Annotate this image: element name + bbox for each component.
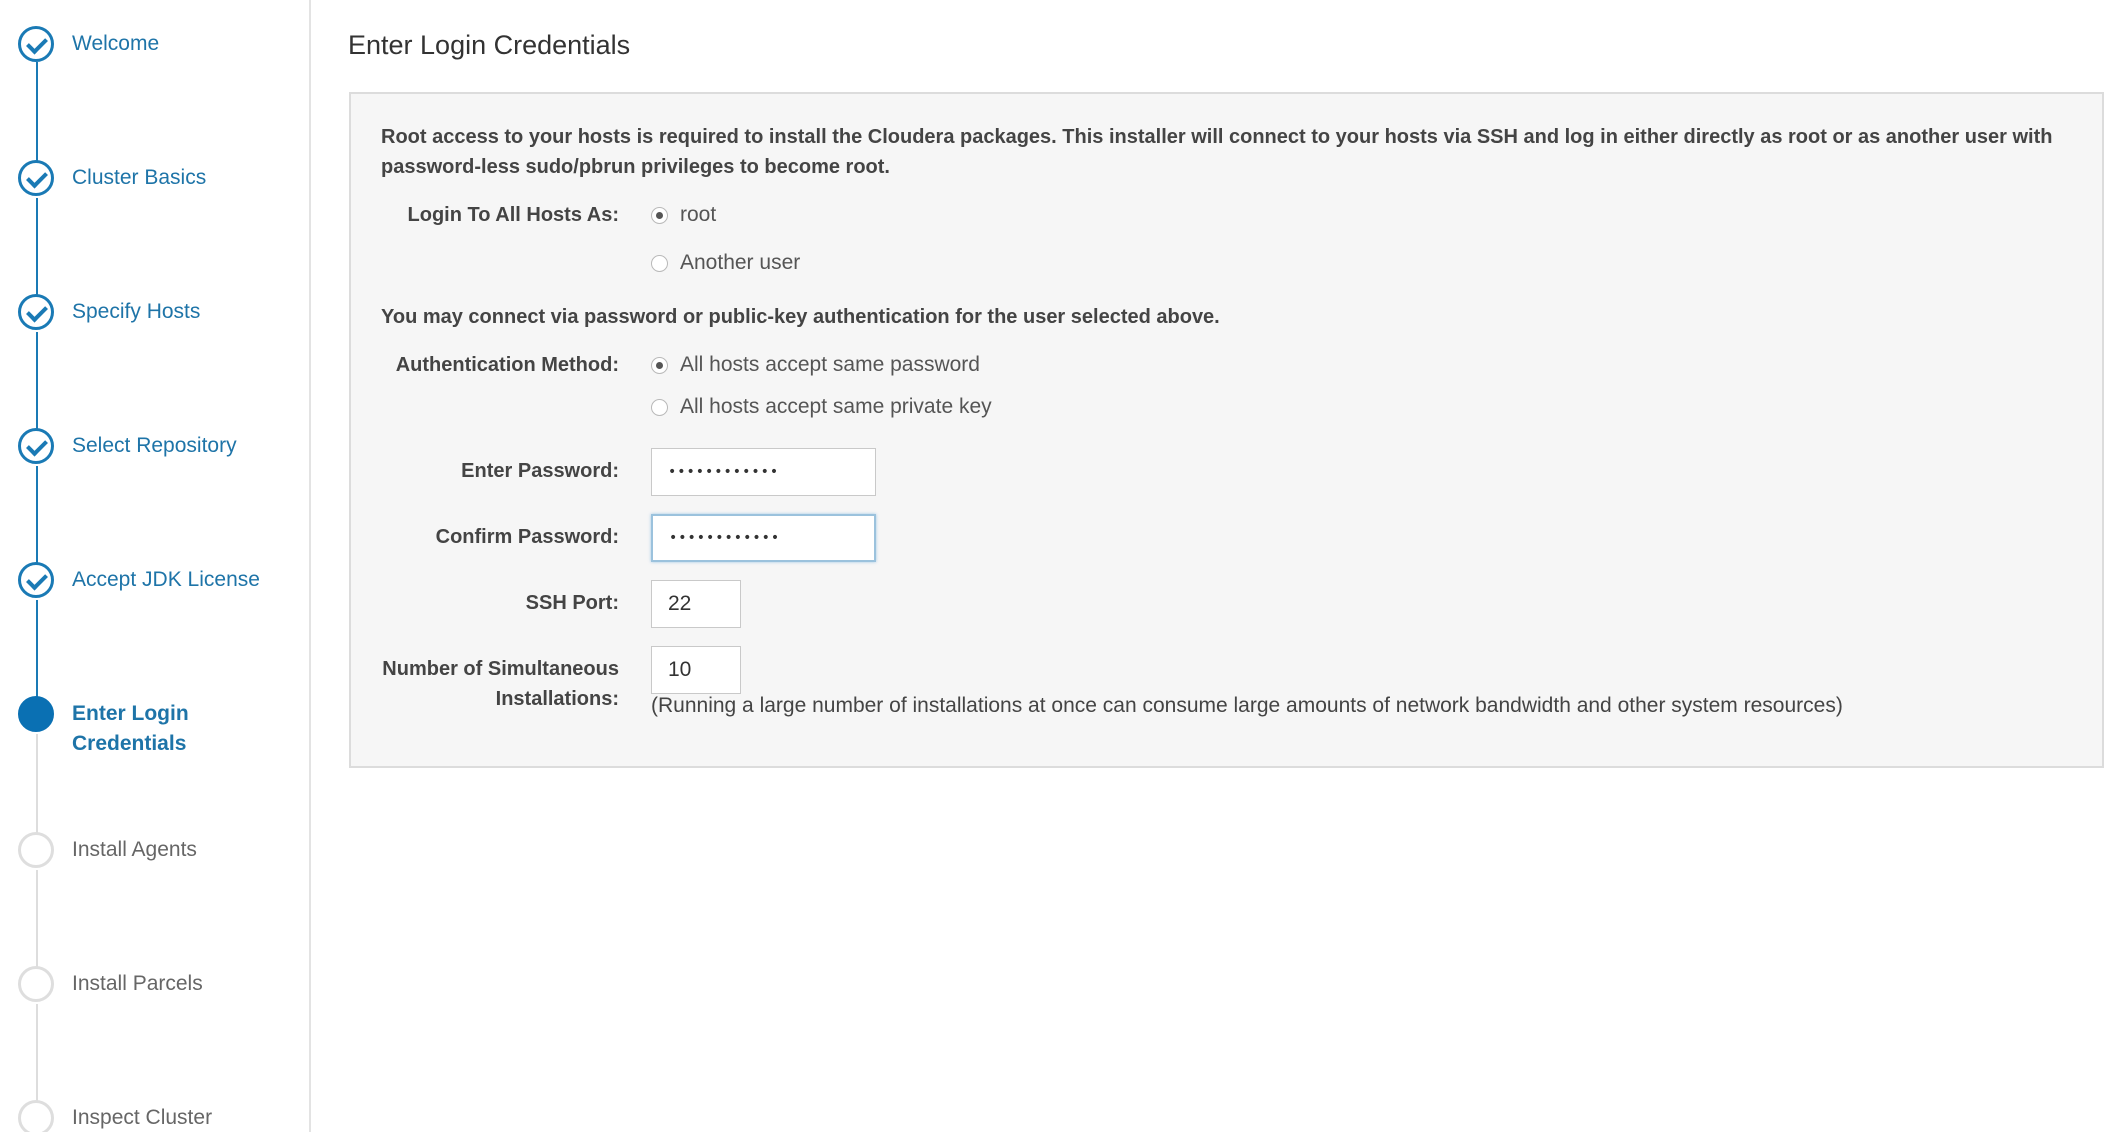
step-connector	[36, 1004, 38, 1104]
radio-label: root	[680, 203, 717, 226]
wizard-step-label: Install Agents	[72, 838, 197, 861]
step-connector	[36, 62, 38, 164]
check-circle-icon	[18, 160, 54, 196]
wizard-step-install-agents[interactable]	[18, 832, 308, 872]
wizard-step-label: Install Parcels	[72, 972, 203, 995]
wizard-sidebar	[0, 0, 311, 1132]
check-circle-icon	[18, 562, 54, 598]
radio-selected-icon	[651, 207, 668, 224]
radio-selected-icon	[651, 357, 668, 374]
wizard-step-label: Select Repository	[72, 434, 237, 457]
pending-step-icon	[18, 1100, 54, 1132]
step-connector	[36, 332, 38, 432]
credentials-panel	[349, 92, 2104, 768]
wizard-step-cluster-basics[interactable]	[18, 160, 308, 200]
simultaneous-label-line1: Number of Simultaneous	[382, 658, 619, 680]
radio-unselected-icon	[651, 399, 668, 416]
wizard-step-specify-hosts[interactable]	[18, 294, 308, 334]
radio-label: Another user	[680, 251, 801, 274]
radio-label: All hosts accept same password	[680, 353, 980, 376]
wizard-step-label: Welcome	[72, 32, 160, 55]
enter-password-label: Enter Password:	[461, 460, 619, 482]
login-root-radio[interactable]	[651, 200, 716, 230]
wizard-step-select-repository[interactable]	[18, 428, 308, 468]
auth-same-password-radio[interactable]	[651, 350, 980, 380]
login-another-user-radio[interactable]	[651, 248, 800, 278]
login-as-label: Login To All Hosts As:	[407, 204, 619, 226]
enter-password-input[interactable]	[651, 448, 876, 496]
wizard-step-label: Accept JDK License	[72, 568, 260, 591]
ssh-port-input[interactable]	[651, 580, 741, 628]
check-circle-icon	[18, 26, 54, 62]
step-connector	[36, 466, 38, 566]
auth-note: You may connect via password or public-key authentication for the user selected above.	[381, 306, 1220, 328]
step-connector	[36, 870, 38, 970]
simultaneous-help-text: (Running a large number of installations at once can consume large amounts of network bandwidth and other system resources)	[651, 694, 1843, 717]
pending-step-icon	[18, 966, 54, 1002]
confirm-password-input[interactable]	[651, 514, 876, 562]
wizard-step-install-parcels[interactable]	[18, 966, 308, 1006]
check-circle-icon	[18, 428, 54, 464]
pending-step-icon	[18, 832, 54, 868]
step-connector	[36, 600, 38, 700]
auth-method-label: Authentication Method:	[395, 354, 619, 376]
wizard-step-label: Specify Hosts	[72, 300, 201, 323]
simultaneous-label-line2: Installations:	[495, 688, 619, 710]
simultaneous-installations-input[interactable]	[651, 646, 741, 694]
auth-same-private-key-radio[interactable]	[651, 392, 992, 422]
intro-text: Root access to your hosts is required to install the Cloudera packages. This installer will connect to your hosts via SSH and log in either directly as root or as another user with password-less sudo/pbrun privileges to become root.	[381, 126, 2053, 178]
wizard-step-label: Inspect Cluster	[72, 1106, 213, 1129]
current-step-icon	[18, 696, 54, 732]
radio-label: All hosts accept same private key	[680, 395, 992, 418]
wizard-step-enter-login-credentials[interactable]	[18, 696, 308, 766]
check-circle-icon	[18, 294, 54, 330]
wizard-step-label: Enter Login Credentials	[72, 702, 189, 755]
wizard-step-inspect-cluster[interactable]	[18, 1100, 308, 1132]
step-connector	[36, 198, 38, 298]
page-title: Enter Login Credentials	[348, 30, 631, 60]
confirm-password-label: Confirm Password:	[435, 526, 619, 548]
wizard-step-accept-jdk-license[interactable]	[18, 562, 308, 602]
ssh-port-label: SSH Port:	[525, 592, 619, 614]
wizard-step-label: Cluster Basics	[72, 166, 207, 189]
radio-unselected-icon	[651, 255, 668, 272]
wizard-step-welcome[interactable]	[18, 26, 308, 66]
